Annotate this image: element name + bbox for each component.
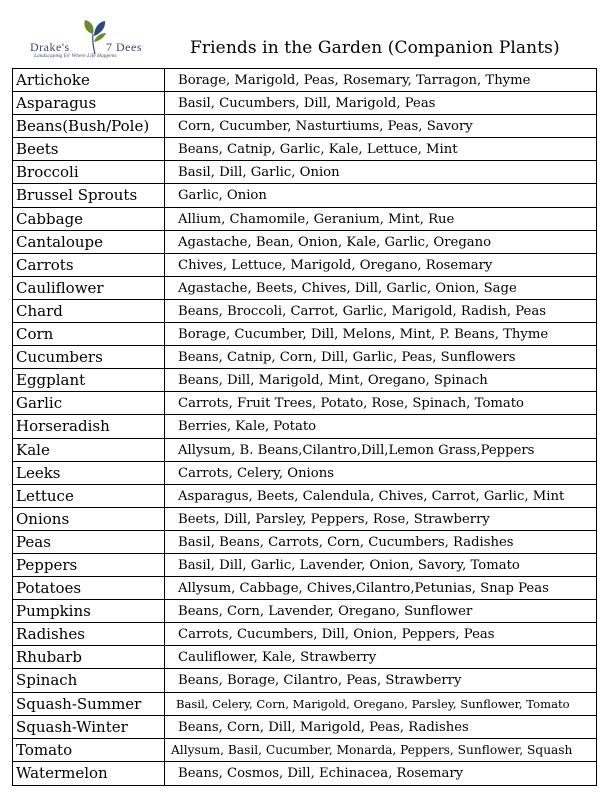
plant-name-cell: Broccoli [13,161,165,183]
table-row [13,92,596,115]
plant-name-cell: Corn [13,323,165,345]
companions-cell: Basil, Beans, Carrots, Corn, Cucumbers, Radishes [178,534,514,550]
table-row [13,115,596,138]
plant-name-cell: Garlic [13,392,165,414]
plant-name-cell: Eggplant [13,369,165,391]
table-row [13,439,596,462]
logo-tagline: Landscaping for Where Life Happens [34,53,117,59]
plant-name-cell: Rhubarb [13,646,165,668]
table-row [13,762,596,785]
companions-cell: Beans, Catnip, Corn, Dill, Garlic, Peas, Sunflowers [178,350,516,366]
table-row [13,693,596,716]
plant-name-cell: Pumpkins [13,600,165,622]
table-row [13,161,596,184]
companions-cell: Agastache, Beets, Chives, Dill, Garlic, Onion, Sage [178,280,517,296]
plant-name-cell: Peppers [13,554,165,576]
companions-cell: Asparagus, Beets, Calendula, Chives, Carrot, Garlic, Mint [178,488,565,504]
page-title: Friends in the Garden (Companion Plants) [190,38,560,58]
plant-name-cell: Artichoke [13,69,165,91]
companions-cell: Allysum, Cabbage, Chives,Cilantro,Petunias, Snap Peas [178,581,549,597]
companions-cell: Beets, Dill, Parsley, Peppers, Rose, Strawberry [178,511,490,527]
plant-name-cell: Peas [13,531,165,553]
companions-cell: Berries, Kale, Potato [178,419,317,435]
plant-name-cell: Cauliflower [13,277,165,299]
plant-name-cell: Beets [13,138,165,160]
table-row [13,208,596,231]
companions-cell: Basil, Dill, Garlic, Onion [178,165,340,181]
table-row [13,623,596,646]
companions-cell: Garlic, Onion [178,188,267,204]
plant-name-cell: Cucumbers [13,346,165,368]
companions-cell: Borage, Marigold, Peas, Rosemary, Tarragon, Thyme [178,73,531,88]
table-row [13,346,596,369]
table-row [13,184,596,207]
company-logo [30,20,160,64]
table-row [13,138,596,161]
table-row [13,669,596,692]
companions-cell: Beans, Dill, Marigold, Mint, Oregano, Spinach [178,373,488,389]
companions-cell: Borage, Cucumber, Dill, Melons, Mint, P. Beans, Thyme [178,327,549,343]
table-row [13,577,596,600]
companions-cell: Beans, Catnip, Garlic, Kale, Lettuce, Mint [178,142,458,158]
plant-name-cell: Carrots [13,254,165,276]
companions-cell: Allysum, Basil, Cucumber, Monarda, Peppers, Sunflower, Squash [171,742,573,757]
companions-cell: Beans, Corn, Lavender, Oregano, Sunflower [178,604,473,620]
plant-name-cell: Spinach [13,669,165,691]
companions-cell: Agastache, Bean, Onion, Kale, Garlic, Oregano [178,234,492,250]
plant-name-cell: Cantaloupe [13,231,165,253]
plant-name-cell: Horseradish [13,415,165,437]
logo-name-left: Drake's [30,40,70,54]
companions-cell: Basil, Celery, Corn, Marigold, Oregano, Parsley, Sunflower, Tomato [176,696,570,711]
table-row [13,646,596,669]
table-row [13,231,596,254]
companions-cell: Allysum, B. Beans,Cilantro,Dill,Lemon Grass,Peppers [178,442,535,458]
table-row [13,716,596,739]
plant-name-cell: Kale [13,439,165,461]
companions-cell: Beans, Corn, Dill, Marigold, Peas, Radishes [178,719,469,735]
companions-cell: Cauliflower, Kale, Strawberry [178,650,377,666]
companion-plants-table [12,68,597,786]
plant-name-cell: Onions [13,508,165,530]
companions-cell: Beans, Cosmos, Dill, Echinacea, Rosemary [178,765,464,781]
table-row [13,531,596,554]
plant-name-cell: Squash-Winter [13,716,165,738]
table-row [13,462,596,485]
companions-cell: Beans, Borage, Cilantro, Peas, Strawberry [178,673,462,689]
plant-name-cell: Tomato [13,739,165,761]
table-row [13,508,596,531]
companions-cell: Carrots, Cucumbers, Dill, Onion, Peppers, Peas [178,627,495,643]
table-row [13,739,596,762]
companions-cell: Basil, Dill, Garlic, Lavender, Onion, Savory, Tomato [178,557,520,573]
plant-name-cell: Radishes [13,623,165,645]
table-row [13,300,596,323]
plant-name-cell: Cabbage [13,208,165,230]
companions-cell: Chives, Lettuce, Marigold, Oregano, Rosemary [178,257,493,273]
companions-cell: Allium, Chamomile, Geranium, Mint, Rue [178,211,455,227]
table-row [13,415,596,438]
table-row [13,323,596,346]
table-row [13,485,596,508]
plant-name-cell: Watermelon [13,762,165,785]
plant-name-cell: Lettuce [13,485,165,507]
table-row [13,554,596,577]
plant-name-cell: Chard [13,300,165,322]
plant-name-cell: Leeks [13,462,165,484]
table-row [13,392,596,415]
companions-cell: Corn, Cucumber, Nasturtiums, Peas, Savory [178,119,473,135]
table-row [13,277,596,300]
table-row [13,254,596,277]
plant-name-cell: Brussel Sprouts [13,184,165,206]
plant-name-cell: Potatoes [13,577,165,599]
companions-cell: Beans, Broccoli, Carrot, Garlic, Marigold, Radish, Peas [178,303,546,319]
companions-cell: Basil, Cucumbers, Dill, Marigold, Peas [178,96,436,112]
companions-cell: Carrots, Celery, Onions [178,465,334,481]
table-row [13,600,596,623]
table-row [13,369,596,392]
table-row [13,69,596,92]
companions-cell: Carrots, Fruit Trees, Potato, Rose, Spinach, Tomato [178,396,524,412]
logo-name-right: 7 Dees [106,40,142,54]
plant-name-cell: Squash-Summer [13,693,165,715]
plant-name-cell: Beans(Bush/Pole) [13,115,165,137]
plant-name-cell: Asparagus [13,92,165,114]
